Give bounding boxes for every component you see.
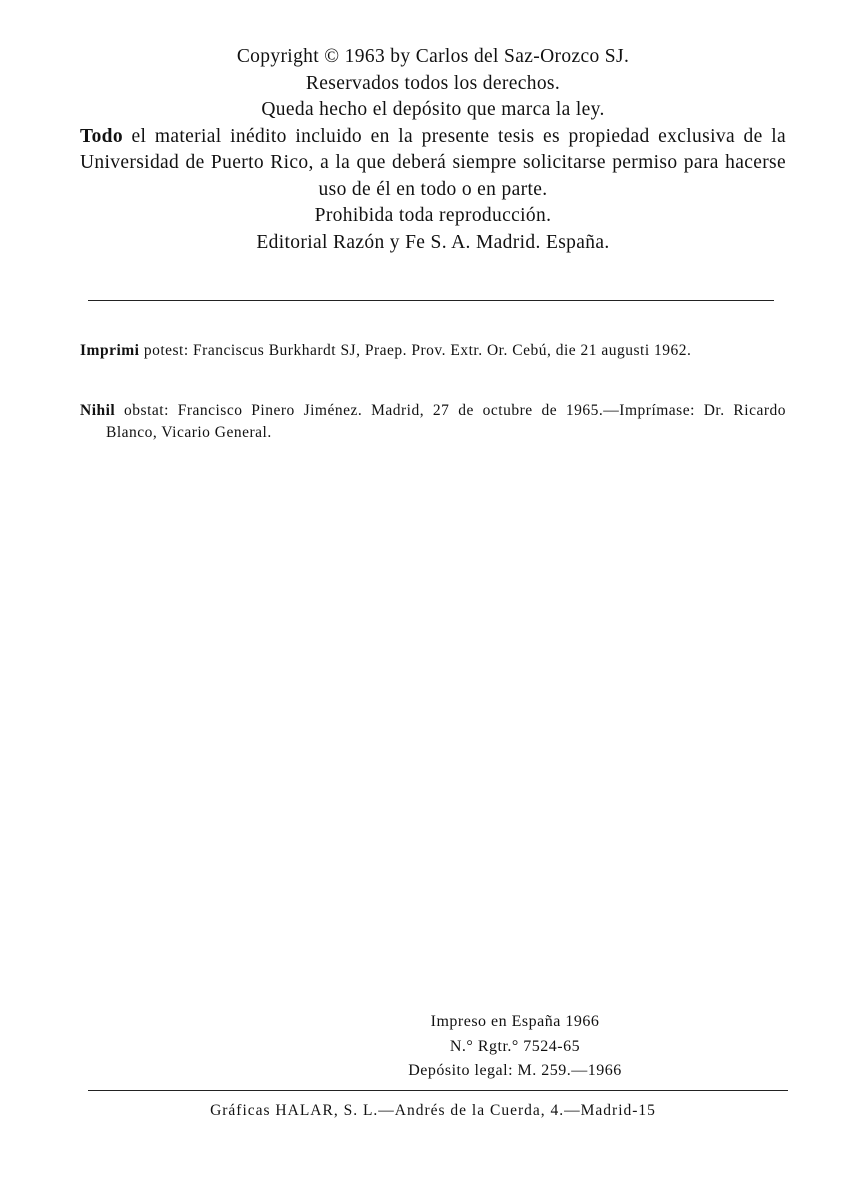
nihil-text: obstat: Francisco Pinero Jiménez. Madrid, 27 de octubre de 1965.—Imprímase: Dr. Ricardo Blanco, Vicario General. <box>106 402 786 441</box>
property-statement-text: el material inédito incluido en la presente tesis es propiedad exclusiva de la Universidad de Puerto Rico, a la que deberá siempre solicitarse permiso para hacerse uso de él en todo o en parte. <box>80 125 786 200</box>
copyright-block <box>80 44 786 256</box>
imprimi-lead: Imprimi <box>80 342 140 359</box>
reproduction-prohibited: Prohibida toda reproducción. <box>314 205 552 226</box>
divider-rule-bottom <box>88 1090 788 1091</box>
nihil-obstat <box>80 400 786 444</box>
nihil-lead: Nihil <box>80 402 116 419</box>
copyright-notice: Copyright © 1963 by Carlos del Saz-Orozco SJ. <box>236 46 630 67</box>
imprimi-potest <box>80 340 786 362</box>
legal-deposit: Depósito legal: M. 259.—1966 <box>408 1062 622 1079</box>
imprimi-text: potest: Franciscus Burkhardt SJ, Praep. Prov. Extr. Or. Cebú, die 21 augusti 1962. <box>139 342 692 359</box>
property-statement-lead: Todo <box>80 125 123 147</box>
divider-rule-top <box>88 300 774 301</box>
publisher-line: Editorial Razón y Fe S. A. Madrid. España. <box>256 231 610 253</box>
property-statement <box>80 124 786 204</box>
printer-imprint: Gráficas HALAR, S. L.—Andrés de la Cuerda, 4.—Madrid-15 <box>210 1102 656 1119</box>
legal-deposit-notice: Queda hecho el depósito que marca la ley. <box>261 99 605 120</box>
printed-in: Impreso en España 1966 <box>430 1013 600 1030</box>
colophon <box>80 1010 786 1084</box>
registry-number: N.° Rgtr.° 7524-65 <box>449 1037 581 1055</box>
imprimi-potest-block <box>80 340 786 362</box>
nihil-obstat-block <box>80 400 786 444</box>
rights-reserved: Reservados todos los derechos. <box>305 72 561 94</box>
